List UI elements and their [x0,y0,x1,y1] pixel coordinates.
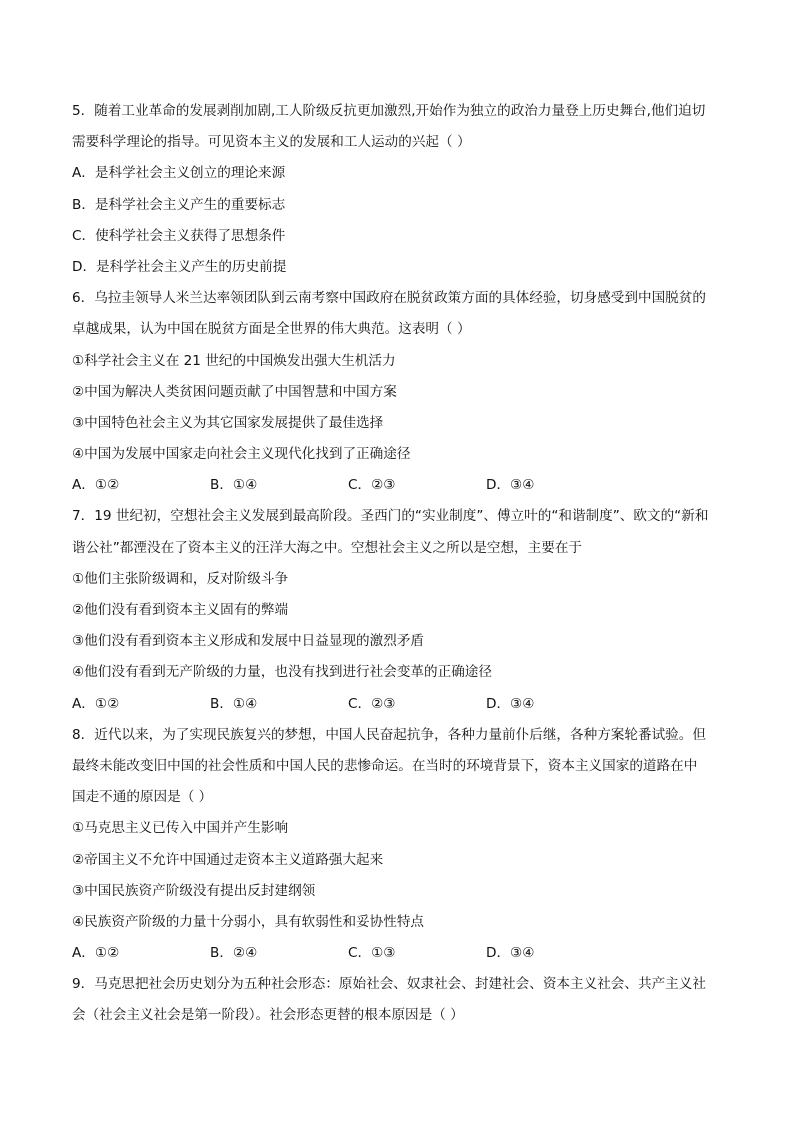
answer-option: D．③④ [486,695,535,712]
question-stem-line: 6．乌拉圭领导人米兰达率领团队到云南考察中国政府在脱贫政策方面的具体经验，切身感受到中国脱贫的 [72,290,706,307]
answer-option: B．②④ [210,945,258,962]
statement-item: ④中国为发展中国家走向社会主义现代化找到了正确途径 [72,446,411,463]
answer-option: B．①④ [210,695,258,712]
question-stem-line: 最终未能改变旧中国的社会性质和中国人民的悲惨命运。在当时的环境背景下，资本主义国家的道路在中 [72,757,698,774]
answer-option: C．使科学社会主义获得了思想条件 [72,227,286,244]
question-stem-line: 会（社会主义社会是第一阶段）。社会形态更替的根本原因是（ ） [72,1007,464,1024]
statement-item: ④民族资产阶级的力量十分弱小，具有软弱性和妥协性特点 [72,913,425,930]
answer-option: D．③④ [486,477,535,494]
answer-option: A．①② [72,477,120,494]
question-7 [72,501,724,719]
answer-option: A．是科学社会主义创立的理论来源 [72,165,286,182]
question-9 [72,969,724,1031]
statement-item: ①马克思主义已传入中国并产生影响 [72,820,289,837]
question-stem-line: 8．近代以来，为了实现民族复兴的梦想，中国人民奋起抗争，各种力量前仆后继，各种方案轮番试验。但 [72,726,706,743]
question-stem-line: 7．19 世纪初，空想社会主义发展到最高阶段。圣西门的“实业制度”、傅立叶的“和谐制度”、欧文的“新和 [72,508,709,525]
statement-item: ①他们主张阶级调和，反对阶级斗争 [72,570,289,587]
exam-page [72,96,724,1032]
statement-item: ②他们没有看到资本主义固有的弊端 [72,602,289,618]
answer-options-row [72,938,724,969]
question-stem-line: 谐公社”都湮没在了资本主义的汪洋大海之中。空想社会主义之所以是空想，主要在于 [72,539,583,556]
answer-options-row [72,689,724,720]
question-stem-line: 卓越成果，认为中国在脱贫方面是全世界的伟大典范。这表明（ ） [72,321,471,338]
answer-option: D．③④ [486,945,535,962]
question-5 [72,96,724,283]
statement-item: ①科学社会主义在 21 世纪的中国焕发出强大生机活力 [72,352,396,369]
statement-item: ③他们没有看到资本主义形成和发展中日益显现的激烈矛盾 [72,633,425,650]
answer-option: B．①④ [210,477,258,494]
answer-options-row [72,470,724,501]
question-stem-line: 需要科学理论的指导。可见资本主义的发展和工人运动的兴起（ ） [72,134,471,151]
statement-item: ②中国为解决人类贫困问题贡献了中国智慧和中国方案 [72,383,397,400]
question-stem-line: 9．马克思把社会历史划分为五种社会形态：原始社会、奴隶社会、封建社会、资本主义社会、共产主义社 [72,976,706,993]
question-6 [72,283,724,501]
question-stem-line: 5．随着工业革命的发展剥削加剧,工人阶级反抗更加激烈,开始作为独立的政治力量登上历史舞台,他们迫切 [72,103,706,119]
answer-option: A．①② [72,945,120,962]
answer-option: C．①③ [348,945,396,962]
answer-option: A．①② [72,695,120,712]
question-stem-line: 国走不通的原因是（ ） [72,789,213,806]
statement-item: ③中国特色社会主义为其它国家发展提供了最佳选择 [72,414,384,431]
statement-item: ④他们没有看到无产阶级的力量，也没有找到进行社会变革的正确途径 [72,664,492,681]
answer-option: C．②③ [348,695,396,712]
statement-item: ②帝国主义不允许中国通过走资本主义道路强大起来 [72,851,384,868]
answer-option: D．是科学社会主义产生的历史前提 [72,258,287,275]
answer-option: B．是科学社会主义产生的重要标志 [72,196,286,213]
answer-option: C．②③ [348,477,396,494]
statement-item: ③中国民族资产阶级没有提出反封建纲领 [72,882,316,899]
question-8 [72,720,724,970]
